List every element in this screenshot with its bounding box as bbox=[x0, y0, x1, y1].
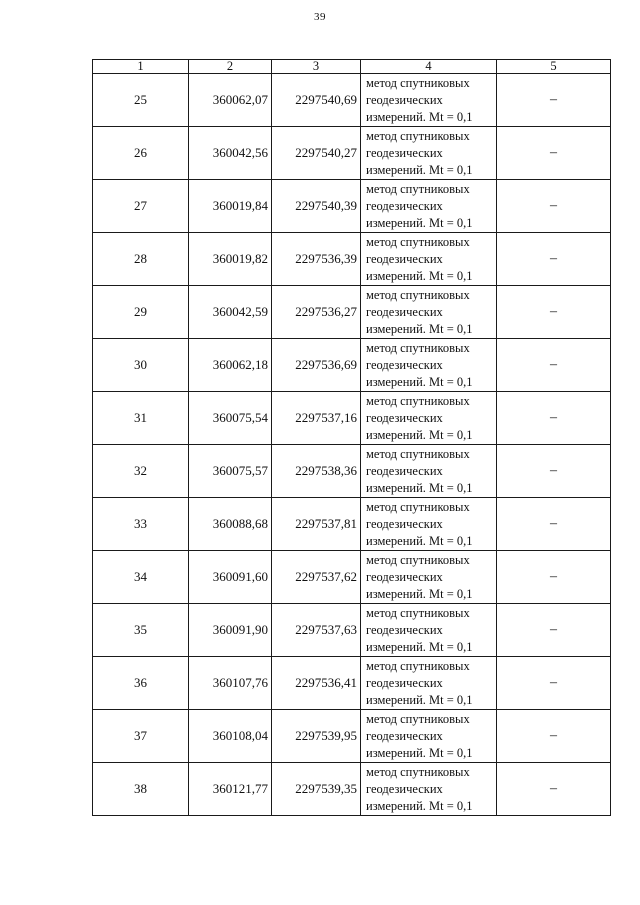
method-cell: метод спутниковых геодезических измерений. Mt = 0,1 bbox=[361, 604, 497, 657]
y-coordinate-cell: 2297536,39 bbox=[272, 233, 361, 286]
method-cell: метод спутниковых геодезических измерений. Mt = 0,1 bbox=[361, 763, 497, 816]
method-cell: метод спутниковых геодезических измерений. Mt = 0,1 bbox=[361, 710, 497, 763]
table-row bbox=[93, 551, 611, 604]
y-coordinate-cell: 2297540,69 bbox=[272, 74, 361, 127]
point-number-cell: 37 bbox=[93, 710, 189, 763]
y-coordinate-cell: 2297538,36 bbox=[272, 445, 361, 498]
x-coordinate-cell: 360042,56 bbox=[189, 127, 272, 180]
table-row bbox=[93, 498, 611, 551]
table-row bbox=[93, 233, 611, 286]
table-row bbox=[93, 339, 611, 392]
x-coordinate-cell: 360091,60 bbox=[189, 551, 272, 604]
y-coordinate-cell: 2297536,27 bbox=[272, 286, 361, 339]
point-number-cell: 30 bbox=[93, 339, 189, 392]
method-cell: метод спутниковых геодезических измерений. Mt = 0,1 bbox=[361, 180, 497, 233]
x-coordinate-cell: 360062,07 bbox=[189, 74, 272, 127]
table-row bbox=[93, 657, 611, 710]
x-coordinate-cell: 360075,54 bbox=[189, 392, 272, 445]
y-coordinate-cell: 2297537,62 bbox=[272, 551, 361, 604]
table-row bbox=[93, 710, 611, 763]
y-coordinate-cell: 2297537,63 bbox=[272, 604, 361, 657]
x-coordinate-cell: 360107,76 bbox=[189, 657, 272, 710]
page-number: 39 bbox=[314, 11, 326, 23]
x-coordinate-cell: 360062,18 bbox=[189, 339, 272, 392]
y-coordinate-cell: 2297536,41 bbox=[272, 657, 361, 710]
point-number-cell: 32 bbox=[93, 445, 189, 498]
table-row bbox=[93, 286, 611, 339]
table-row bbox=[93, 74, 611, 127]
method-cell: метод спутниковых геодезических измерений. Mt = 0,1 bbox=[361, 551, 497, 604]
note-cell: – bbox=[497, 127, 611, 180]
method-cell: метод спутниковых геодезических измерений. Mt = 0,1 bbox=[361, 657, 497, 710]
table-body bbox=[93, 74, 611, 816]
coordinates-table bbox=[92, 59, 611, 816]
y-coordinate-cell: 2297537,81 bbox=[272, 498, 361, 551]
column-header-4: 4 bbox=[361, 60, 497, 74]
column-header-3: 3 bbox=[272, 60, 361, 74]
method-cell: метод спутниковых геодезических измерений. Mt = 0,1 bbox=[361, 392, 497, 445]
column-header-5: 5 bbox=[497, 60, 611, 74]
x-coordinate-cell: 360088,68 bbox=[189, 498, 272, 551]
x-coordinate-cell: 360019,82 bbox=[189, 233, 272, 286]
point-number-cell: 29 bbox=[93, 286, 189, 339]
note-cell: – bbox=[497, 74, 611, 127]
y-coordinate-cell: 2297540,39 bbox=[272, 180, 361, 233]
y-coordinate-cell: 2297539,35 bbox=[272, 763, 361, 816]
point-number-cell: 38 bbox=[93, 763, 189, 816]
x-coordinate-cell: 360091,90 bbox=[189, 604, 272, 657]
point-number-cell: 36 bbox=[93, 657, 189, 710]
point-number-cell: 26 bbox=[93, 127, 189, 180]
point-number-cell: 31 bbox=[93, 392, 189, 445]
note-cell: – bbox=[497, 445, 611, 498]
table-header-row bbox=[93, 60, 611, 74]
method-cell: метод спутниковых геодезических измерений. Mt = 0,1 bbox=[361, 498, 497, 551]
note-cell: – bbox=[497, 180, 611, 233]
y-coordinate-cell: 2297540,27 bbox=[272, 127, 361, 180]
note-cell: – bbox=[497, 392, 611, 445]
y-coordinate-cell: 2297536,69 bbox=[272, 339, 361, 392]
table-row bbox=[93, 180, 611, 233]
x-coordinate-cell: 360075,57 bbox=[189, 445, 272, 498]
note-cell: – bbox=[497, 498, 611, 551]
note-cell: – bbox=[497, 604, 611, 657]
note-cell: – bbox=[497, 339, 611, 392]
note-cell: – bbox=[497, 710, 611, 763]
point-number-cell: 35 bbox=[93, 604, 189, 657]
table-row bbox=[93, 392, 611, 445]
x-coordinate-cell: 360108,04 bbox=[189, 710, 272, 763]
point-number-cell: 27 bbox=[93, 180, 189, 233]
method-cell: метод спутниковых геодезических измерений. Mt = 0,1 bbox=[361, 127, 497, 180]
point-number-cell: 33 bbox=[93, 498, 189, 551]
x-coordinate-cell: 360042,59 bbox=[189, 286, 272, 339]
table-row bbox=[93, 763, 611, 816]
method-cell: метод спутниковых геодезических измерений. Mt = 0,1 bbox=[361, 339, 497, 392]
x-coordinate-cell: 360019,84 bbox=[189, 180, 272, 233]
column-header-2: 2 bbox=[189, 60, 272, 74]
table-row bbox=[93, 127, 611, 180]
method-cell: метод спутниковых геодезических измерений. Mt = 0,1 bbox=[361, 445, 497, 498]
method-cell: метод спутниковых геодезических измерений. Mt = 0,1 bbox=[361, 74, 497, 127]
table-row bbox=[93, 604, 611, 657]
y-coordinate-cell: 2297537,16 bbox=[272, 392, 361, 445]
note-cell: – bbox=[497, 233, 611, 286]
note-cell: – bbox=[497, 286, 611, 339]
method-cell: метод спутниковых геодезических измерений. Mt = 0,1 bbox=[361, 286, 497, 339]
column-header-1: 1 bbox=[93, 60, 189, 74]
point-number-cell: 34 bbox=[93, 551, 189, 604]
y-coordinate-cell: 2297539,95 bbox=[272, 710, 361, 763]
note-cell: – bbox=[497, 763, 611, 816]
x-coordinate-cell: 360121,77 bbox=[189, 763, 272, 816]
note-cell: – bbox=[497, 657, 611, 710]
point-number-cell: 25 bbox=[93, 74, 189, 127]
note-cell: – bbox=[497, 551, 611, 604]
table-row bbox=[93, 445, 611, 498]
point-number-cell: 28 bbox=[93, 233, 189, 286]
method-cell: метод спутниковых геодезических измерений. Mt = 0,1 bbox=[361, 233, 497, 286]
